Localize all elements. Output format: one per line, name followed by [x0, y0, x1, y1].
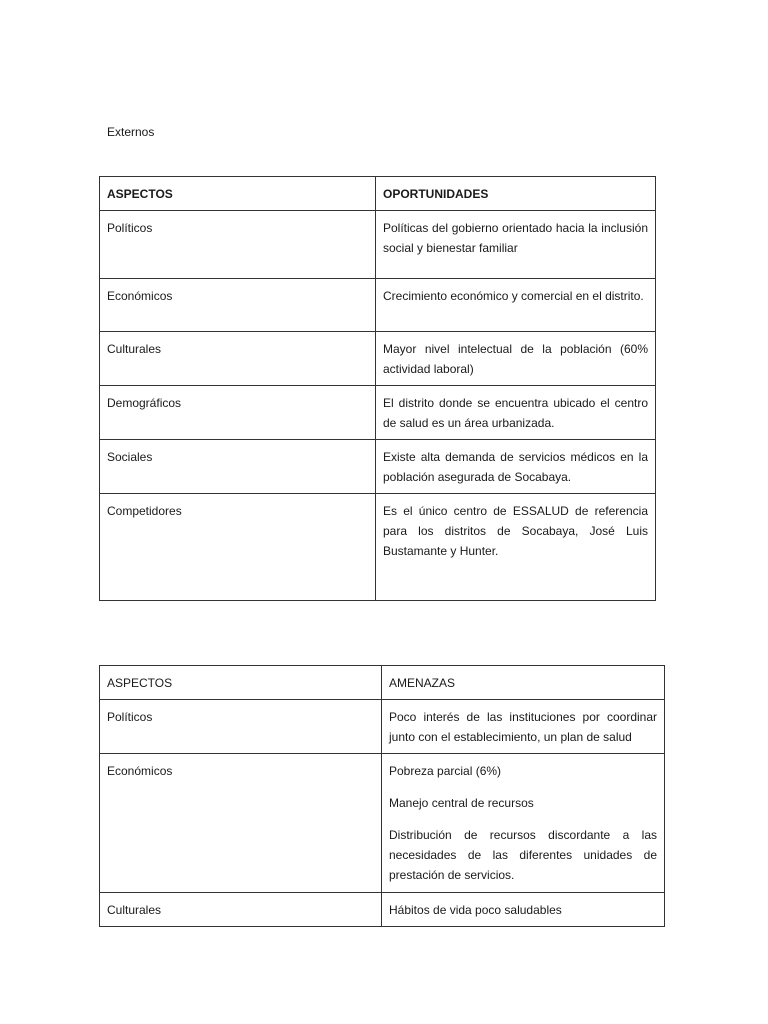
aspect-cell: Políticos — [100, 211, 376, 279]
table-header-row — [100, 666, 665, 700]
aspect-cell: Económicos — [100, 754, 382, 893]
opportunity-cell: El distrito donde se encuentra ubicado el centro de salud es un área urbanizada. — [376, 386, 656, 440]
section-heading: Externos — [107, 125, 155, 139]
header-aspectos: ASPECTOS — [100, 177, 376, 211]
opportunity-cell: Mayor nivel intelectual de la población (60% actividad laboral) — [376, 332, 656, 386]
aspect-cell: Competidores — [100, 494, 376, 601]
header-aspectos: ASPECTOS — [100, 666, 382, 700]
aspect-cell: Culturales — [100, 332, 376, 386]
table-row — [100, 332, 656, 386]
opportunity-cell: Existe alta demanda de servicios médicos en la población asegurada de Socabaya. — [376, 440, 656, 494]
aspect-cell: Económicos — [100, 279, 376, 332]
opportunity-cell: Es el único centro de ESSALUD de referencia para los distritos de Socabaya, José Luis Bustamante y Hunter. — [376, 494, 656, 601]
header-amenazas: AMENAZAS — [382, 666, 665, 700]
aspect-cell: Sociales — [100, 440, 376, 494]
table-row — [100, 440, 656, 494]
threat-cell: Hábitos de vida poco saludables — [382, 893, 665, 927]
table-row — [100, 211, 656, 279]
threat-paragraph: Pobreza parcial (6%) — [389, 764, 502, 778]
threat-cell: Poco interés de las instituciones por coordinar junto con el establecimiento, un plan de salud — [382, 700, 665, 754]
opportunities-table — [99, 176, 656, 601]
opportunity-cell: Crecimiento económico y comercial en el distrito. — [376, 279, 656, 332]
table-row — [100, 893, 665, 927]
table-row — [100, 494, 656, 601]
threat-paragraph: Distribución de recursos discordante a las necesidades de las diferentes unidades de prestación de servicios. — [389, 828, 657, 882]
table-row — [100, 754, 665, 893]
threats-table — [99, 665, 665, 927]
aspect-cell: Políticos — [100, 700, 382, 754]
opportunity-cell: Políticas del gobierno orientado hacia la inclusión social y bienestar familiar — [376, 211, 656, 279]
table-row — [100, 386, 656, 440]
table-header-row — [100, 177, 656, 211]
threat-cell — [382, 754, 665, 893]
aspect-cell: Culturales — [100, 893, 382, 927]
table-row — [100, 700, 665, 754]
threat-paragraph: Manejo central de recursos — [389, 796, 534, 810]
header-oportunidades: OPORTUNIDADES — [376, 177, 656, 211]
table-row — [100, 279, 656, 332]
aspect-cell: Demográficos — [100, 386, 376, 440]
